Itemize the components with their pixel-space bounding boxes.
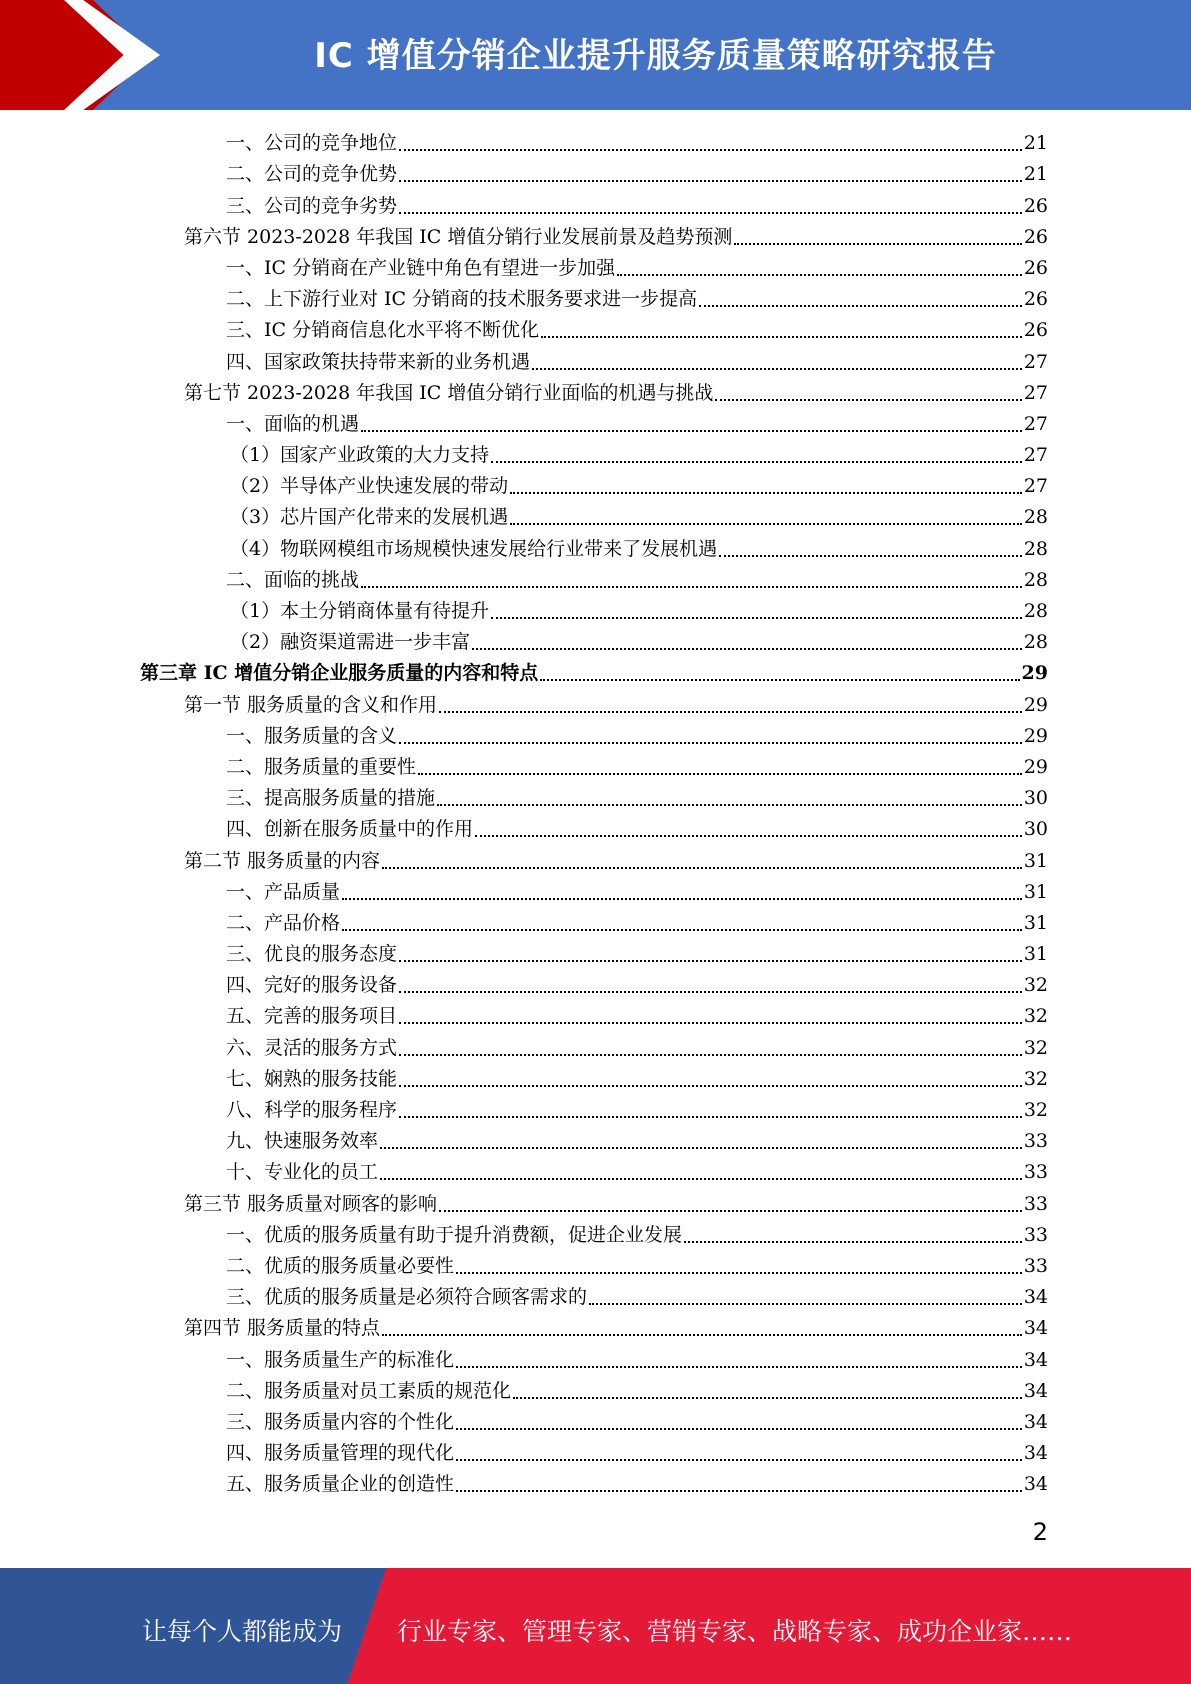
toc-dot-leader: [382, 1333, 1022, 1336]
toc-entry-title: 一、优质的服务质量有助于提升消费额，促进企业发展: [226, 1223, 683, 1246]
toc-entry-title: 二、服务质量对员工素质的规范化: [226, 1379, 512, 1402]
toc-entry-page: 33: [1023, 1254, 1048, 1277]
toc-entry-page: 30: [1023, 787, 1048, 810]
toc-dot-leader: [399, 1053, 1022, 1056]
toc-entry-title: 第六节 2023-2028 年我国 IC 增值分销行业发展前景及趋势预测: [184, 225, 733, 248]
toc-entry-title: （2）半导体产业快速发展的带动: [230, 475, 509, 498]
toc-entry-title: 二、优质的服务质量必要性: [226, 1254, 455, 1277]
toc-entry-title: （1）本土分销商体量有待提升: [230, 600, 490, 622]
toc-entry-title: 三、优质的服务质量是必须符合顾客需求的: [226, 1286, 588, 1309]
toc-entry-page: 26: [1023, 288, 1048, 311]
toc-entry[interactable]: [140, 159, 1048, 190]
report-title: IC 增值分销企业提升服务质量策略研究报告: [314, 36, 997, 76]
toc-dot-leader: [734, 242, 1021, 245]
toc-entry-title: 一、IC 分销商在产业链中角色有望进一步加强: [226, 256, 616, 279]
toc-entry[interactable]: [140, 1032, 1048, 1063]
toc-entry[interactable]: [140, 752, 1048, 783]
toc-dot-leader: [719, 554, 1022, 557]
toc-dot-leader: [342, 897, 1022, 900]
toc-entry-page: 33: [1023, 1161, 1048, 1184]
toc-entry-page: 34: [1023, 1410, 1048, 1433]
toc-entry[interactable]: [140, 1188, 1048, 1219]
toc-entry-title: 第一节 服务质量的含义和作用: [184, 693, 438, 716]
toc-entry-page: 26: [1023, 319, 1048, 342]
toc-entry-page: 31: [1023, 880, 1048, 903]
toc-entry[interactable]: [140, 1313, 1048, 1344]
toc-entry-title: 一、产品质量: [226, 880, 341, 903]
toc-dot-leader: [399, 1021, 1022, 1024]
toc-entry[interactable]: [140, 1251, 1048, 1282]
toc-entry-title: 七、娴熟的服务技能: [226, 1067, 398, 1090]
toc-dot-leader: [361, 429, 1022, 432]
toc-entry[interactable]: [140, 689, 1048, 720]
toc-dot-leader: [439, 710, 1022, 713]
toc-dot-leader: [399, 959, 1022, 962]
toc-entry-title: 第四节 服务质量的特点: [184, 1317, 381, 1340]
toc-entry-page: 34: [1023, 1286, 1048, 1309]
toc-entry[interactable]: [140, 284, 1048, 315]
toc-entry[interactable]: [140, 565, 1048, 596]
toc-dot-leader: [475, 834, 1022, 837]
toc-entry-title: （3）芯片国产化带来的发展机遇: [230, 506, 509, 529]
toc-entry[interactable]: [140, 253, 1048, 284]
toc-dot-leader: [699, 304, 1022, 307]
page-footer: [0, 1568, 1191, 1684]
toc-entry-title: 四、完好的服务设备: [226, 974, 398, 997]
toc-entry[interactable]: [140, 440, 1048, 471]
page-header: [0, 0, 1191, 110]
toc-dot-leader: [399, 990, 1022, 993]
toc-dot-leader: [456, 1458, 1022, 1461]
toc-dot-leader: [540, 678, 1019, 681]
toc-entry-title: 六、灵活的服务方式: [226, 1036, 398, 1059]
toc-entry-page: 29: [1023, 755, 1048, 778]
toc-entry-page: 27: [1023, 412, 1048, 435]
toc-dot-leader: [437, 803, 1022, 806]
toc-entry[interactable]: [140, 596, 1048, 627]
toc-entry-page: 28: [1023, 568, 1048, 591]
toc-dot-leader: [472, 647, 1022, 650]
toc-entry-page: 33: [1023, 1223, 1048, 1246]
toc-entry-title: 八、科学的服务程序: [226, 1099, 398, 1121]
toc-entry-page: 21: [1023, 132, 1048, 155]
toc-entry[interactable]: [140, 471, 1048, 502]
toc-dot-leader: [399, 148, 1022, 151]
toc-entry[interactable]: [140, 721, 1048, 752]
toc-dot-leader: [399, 211, 1022, 214]
toc-dot-leader: [361, 585, 1022, 588]
toc-dot-leader: [399, 179, 1022, 182]
toc-entry-title: 四、国家政策扶持带来新的业务机遇: [226, 350, 531, 373]
toc-entry-title: 三、优良的服务态度: [226, 943, 398, 966]
toc-entry-title: 二、公司的竞争优势: [226, 163, 398, 186]
toc-entry-page: 28: [1023, 506, 1048, 529]
toc-entry-page: 32: [1023, 1005, 1048, 1028]
toc-entry-page: 27: [1023, 475, 1048, 498]
toc-entry[interactable]: [140, 378, 1048, 409]
toc-entry-title: 第三节 服务质量对顾客的影响: [184, 1192, 438, 1215]
toc-dot-leader: [684, 1240, 1022, 1243]
toc-dot-leader: [380, 1177, 1022, 1180]
toc-entry-title: 三、IC 分销商信息化水平将不断优化: [226, 319, 540, 342]
toc-entry[interactable]: [140, 222, 1048, 253]
toc-entry-title: （1）国家产业政策的大力支持: [230, 444, 490, 467]
footer-slogan-right: 行业专家、管理专家、营销专家、战略专家、成功企业家……: [397, 1617, 1073, 1646]
toc-entry[interactable]: [140, 908, 1048, 939]
toc-entry[interactable]: [140, 190, 1048, 221]
toc-dot-leader: [541, 335, 1022, 338]
toc-entry-title: 二、服务质量的重要性: [226, 755, 417, 778]
toc-entry-title: 三、公司的竞争劣势: [226, 194, 398, 217]
toc-entry[interactable]: [140, 877, 1048, 908]
toc-entry-page: 29: [1021, 662, 1048, 685]
toc-entry[interactable]: [140, 1157, 1048, 1188]
toc-dot-leader: [399, 741, 1022, 744]
toc-entry-page: 32: [1023, 1036, 1048, 1059]
toc-dot-leader: [532, 367, 1022, 370]
toc-entry-title: 一、服务质量的含义: [226, 724, 398, 747]
toc-entry-page: 34: [1023, 1379, 1048, 1402]
toc-entry-title: 五、服务质量企业的创造性: [226, 1473, 455, 1496]
toc-entry[interactable]: [140, 315, 1048, 346]
toc-entry-title: 第二节 服务质量的内容: [184, 849, 381, 872]
toc-entry[interactable]: [140, 502, 1048, 533]
toc-dot-leader: [418, 772, 1022, 775]
toc-dot-leader: [456, 1427, 1022, 1430]
toc-dot-leader: [589, 1302, 1022, 1305]
toc-entry-page: 34: [1023, 1473, 1048, 1496]
toc-entry-page: 27: [1023, 381, 1048, 404]
toc-dot-leader: [510, 522, 1022, 525]
toc-entry-title: 四、服务质量管理的现代化: [226, 1442, 455, 1465]
toc-dot-leader: [342, 928, 1022, 931]
toc-entry[interactable]: [140, 1376, 1048, 1407]
toc-entry[interactable]: [140, 1282, 1048, 1313]
footer-slogan-left: 让每个人都能成为: [142, 1617, 343, 1646]
toc-entry[interactable]: [140, 627, 1048, 658]
toc-entry[interactable]: [140, 1407, 1048, 1438]
toc-entry-page: 29: [1023, 693, 1048, 716]
toc-entry[interactable]: [140, 658, 1048, 689]
toc-dot-leader: [513, 1396, 1022, 1399]
table-of-contents: [140, 128, 1048, 1500]
toc-entry[interactable]: [140, 1438, 1048, 1469]
toc-entry-page: 32: [1023, 1099, 1048, 1121]
toc-dot-leader: [617, 273, 1022, 276]
toc-entry-title: 一、面临的机遇: [226, 412, 360, 435]
toc-entry-title: （4）物联网模组市场规模快速发展给行业带来了发展机遇: [230, 537, 718, 560]
toc-entry-title: 四、创新在服务质量中的作用: [226, 818, 474, 841]
toc-entry-page: 28: [1023, 537, 1048, 560]
toc-entry-page: 31: [1023, 849, 1048, 872]
toc-entry-page: 27: [1023, 444, 1048, 467]
toc-entry-title: 二、面临的挑战: [226, 568, 360, 591]
toc-entry[interactable]: [140, 533, 1048, 564]
toc-entry-title: 九、快速服务效率: [226, 1130, 379, 1153]
toc-entry-title: 二、产品价格: [226, 911, 341, 934]
toc-entry-page: 30: [1023, 818, 1048, 841]
toc-dot-leader: [380, 1146, 1022, 1149]
toc-entry-page: 27: [1023, 350, 1048, 373]
toc-entry[interactable]: [140, 783, 1048, 814]
toc-entry[interactable]: [140, 970, 1048, 1001]
toc-entry-page: 28: [1023, 631, 1048, 654]
toc-entry-page: 32: [1023, 1067, 1048, 1090]
toc-entry[interactable]: [140, 1064, 1048, 1095]
toc-entry-page: 31: [1023, 911, 1048, 934]
toc-entry-title: 第七节 2023-2028 年我国 IC 增值分销行业面临的机遇与挑战: [184, 381, 714, 404]
toc-entry-page: 21: [1023, 163, 1048, 186]
toc-dot-leader: [439, 1209, 1022, 1212]
toc-entry-page: 29: [1023, 724, 1048, 747]
toc-entry[interactable]: [140, 1220, 1048, 1251]
toc-entry[interactable]: [140, 346, 1048, 377]
toc-entry-page: 34: [1023, 1317, 1048, 1340]
toc-entry-title: 五、完善的服务项目: [226, 1005, 398, 1028]
toc-entry[interactable]: [140, 1469, 1048, 1500]
toc-entry[interactable]: [140, 409, 1048, 440]
toc-entry[interactable]: [140, 1095, 1048, 1126]
toc-entry[interactable]: [140, 939, 1048, 970]
toc-entry-page: 33: [1023, 1130, 1048, 1153]
toc-entry-page: 34: [1023, 1442, 1048, 1465]
toc-dot-leader: [491, 616, 1022, 619]
toc-entry[interactable]: [140, 1126, 1048, 1157]
toc-entry-page: 26: [1023, 194, 1048, 217]
toc-entry-page: 26: [1023, 225, 1048, 248]
toc-entry-page: 34: [1023, 1348, 1048, 1371]
page-number: 2: [1032, 1518, 1048, 1546]
toc-entry-title: 第三章 IC 增值分销企业服务质量的内容和特点: [140, 662, 539, 685]
toc-entry-page: 31: [1023, 943, 1048, 966]
toc-entry-title: 十、专业化的员工: [226, 1161, 379, 1184]
toc-dot-leader: [491, 460, 1022, 463]
toc-entry[interactable]: [140, 814, 1048, 845]
toc-entry-title: 三、服务质量内容的个性化: [226, 1410, 455, 1433]
toc-entry[interactable]: [140, 128, 1048, 159]
toc-entry-page: 28: [1023, 600, 1048, 622]
toc-dot-leader: [399, 1115, 1022, 1118]
toc-entry[interactable]: [140, 1344, 1048, 1375]
toc-entry-title: 三、提高服务质量的措施: [226, 787, 436, 810]
toc-entry-page: 32: [1023, 974, 1048, 997]
toc-dot-leader: [382, 866, 1022, 869]
toc-entry[interactable]: [140, 1001, 1048, 1032]
toc-dot-leader: [510, 491, 1022, 494]
toc-entry-page: 26: [1023, 256, 1048, 279]
toc-dot-leader: [456, 1365, 1022, 1368]
toc-entry-title: （2）融资渠道需进一步丰富: [230, 631, 471, 654]
toc-dot-leader: [456, 1489, 1022, 1492]
toc-entry-title: 二、上下游行业对 IC 分销商的技术服务要求进一步提高: [226, 288, 698, 311]
toc-dot-leader: [456, 1271, 1022, 1274]
toc-entry-page: 33: [1023, 1192, 1048, 1215]
toc-entry-title: 一、公司的竞争地位: [226, 132, 398, 155]
toc-entry[interactable]: [140, 845, 1048, 876]
toc-dot-leader: [715, 398, 1021, 401]
toc-dot-leader: [399, 1084, 1022, 1087]
toc-entry-title: 一、服务质量生产的标准化: [226, 1348, 455, 1371]
